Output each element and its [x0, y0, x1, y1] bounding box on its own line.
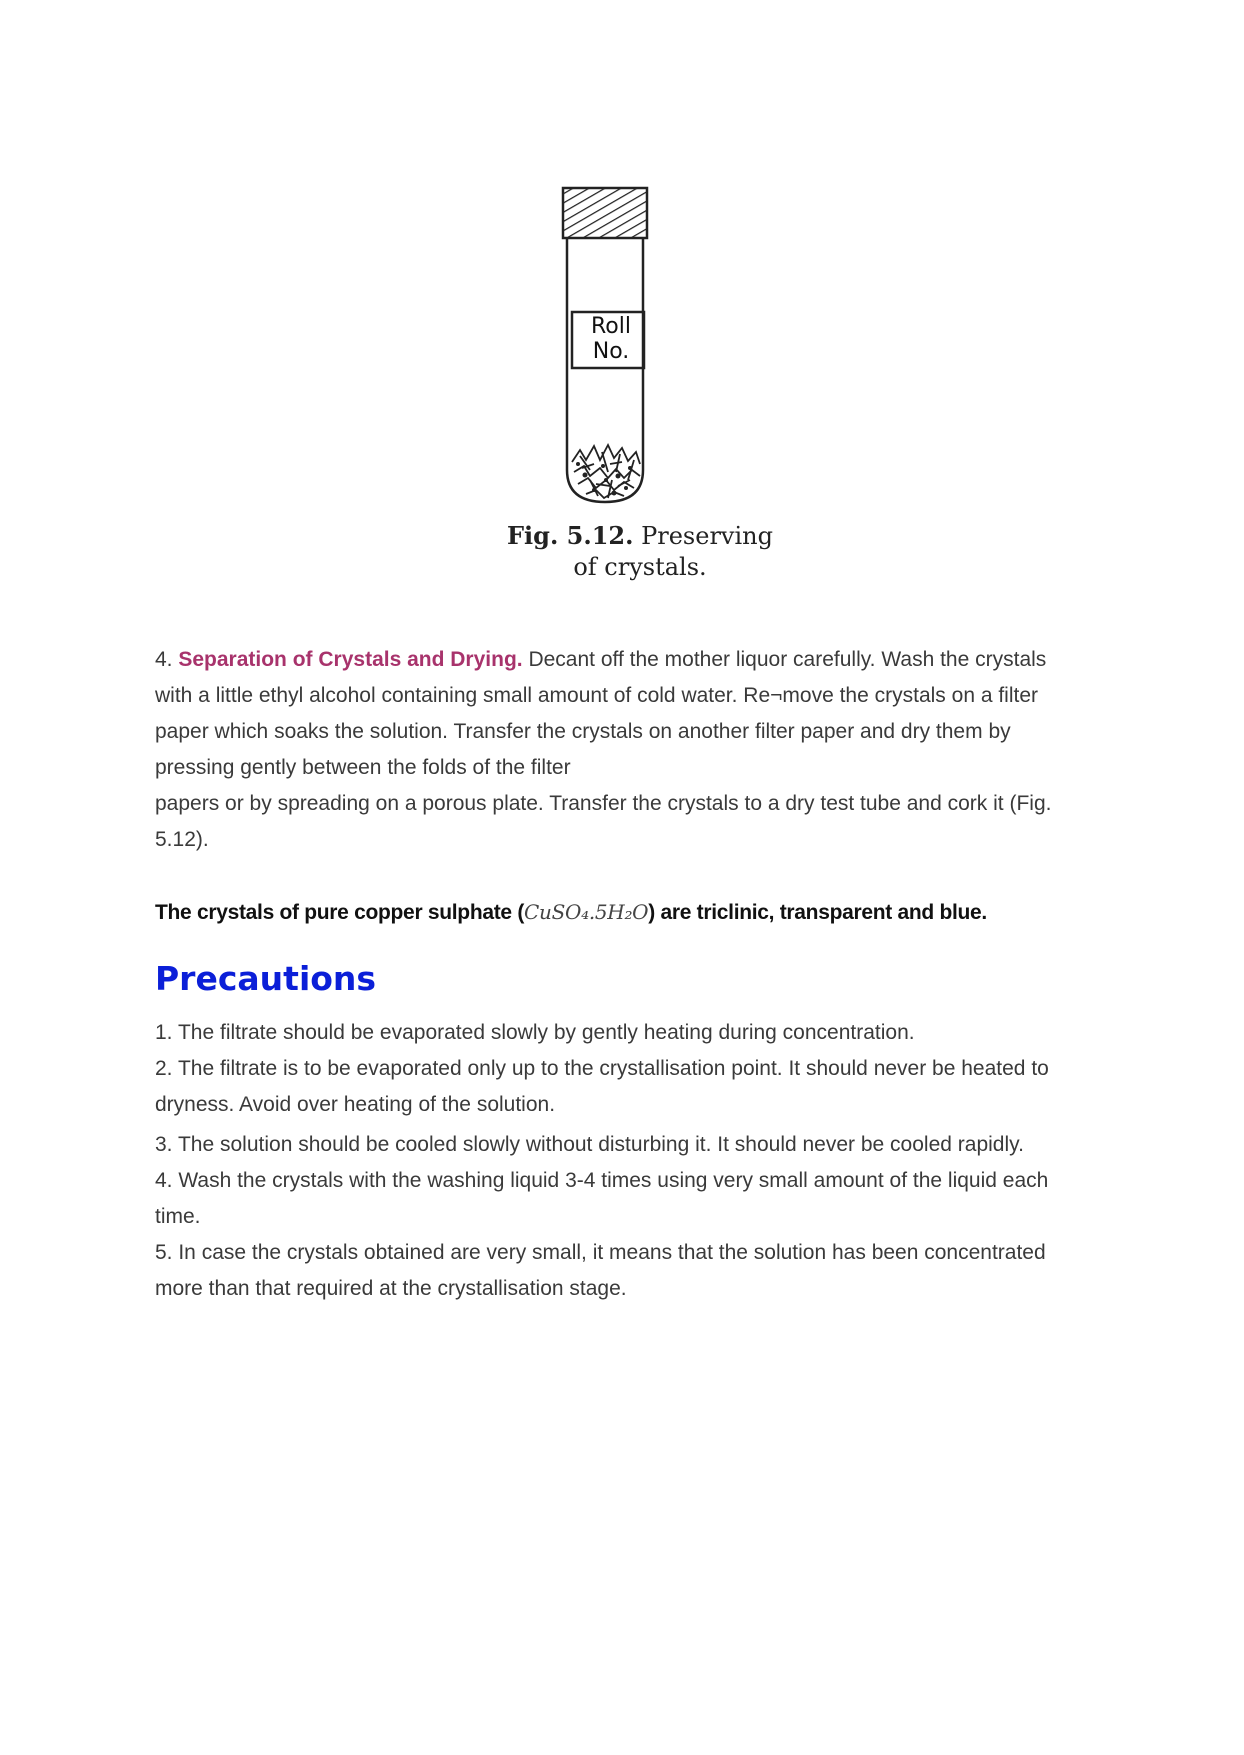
- statement-before: The crystals of pure copper sulphate (: [155, 901, 525, 924]
- precautions-heading: Precautions: [155, 959, 377, 998]
- cork: [563, 188, 647, 238]
- crystal-statement: [155, 894, 1085, 931]
- step4-text: Decant off the mother liquor carefully. Wash the crystals with a little ethyl alcohol containing small amount of cold water. Re¬move the crystals on a filter paper which soaks the solution. Transfer the crystals on another filter paper and dry them by pressing gently between the folds of the filter: [155, 648, 1047, 779]
- precaution-item: 2. The filtrate is to be evaporated only up to the crystallisation point. It should never be heated to dryness. Avoid over heating of the solution.: [155, 1057, 1049, 1116]
- precaution-item: 5. In case the crystals obtained are very small, it means that the solution has been concentrated more than that required at the crystallisation stage.: [155, 1241, 1046, 1300]
- roll-label: [578, 314, 644, 364]
- precautions-list: [155, 1015, 1085, 1307]
- precaution-item: 3. The solution should be cooled slowly without disturbing it. It should never be cooled rapidly.: [155, 1133, 1024, 1156]
- main-content: [155, 642, 1085, 1307]
- step4-title: Separation of Crystals and Drying.: [178, 648, 523, 671]
- figure-caption: [490, 520, 790, 583]
- caption-rest: Preserving: [641, 522, 773, 550]
- roll-label-line1: Roll: [591, 314, 631, 339]
- statement-after: ) are triclinic, transparent and blue.: [648, 901, 987, 924]
- crystals: [572, 445, 640, 498]
- step4-number: 4.: [155, 648, 173, 671]
- precaution-item: 4. Wash the crystals with the washing liquid 3-4 times using very small amount of the liquid each time.: [155, 1169, 1049, 1228]
- caption-bold: Fig. 5.12.: [507, 521, 634, 550]
- step4-paragraph: [155, 642, 1085, 786]
- test-tube-figure: [490, 180, 790, 600]
- caption-line2: of crystals.: [573, 553, 707, 581]
- roll-label-line2: No.: [592, 339, 630, 364]
- precaution-item: 1. The filtrate should be evaporated slowly by gently heating during concentration.: [155, 1021, 915, 1044]
- step4-paragraph-continued: papers or by spreading on a porous plate. Transfer the crystals to a dry test tube and cork it (Fig. 5.12).: [155, 792, 1052, 851]
- copper-sulphate-formula: CuSO₄.5H₂O: [524, 900, 649, 924]
